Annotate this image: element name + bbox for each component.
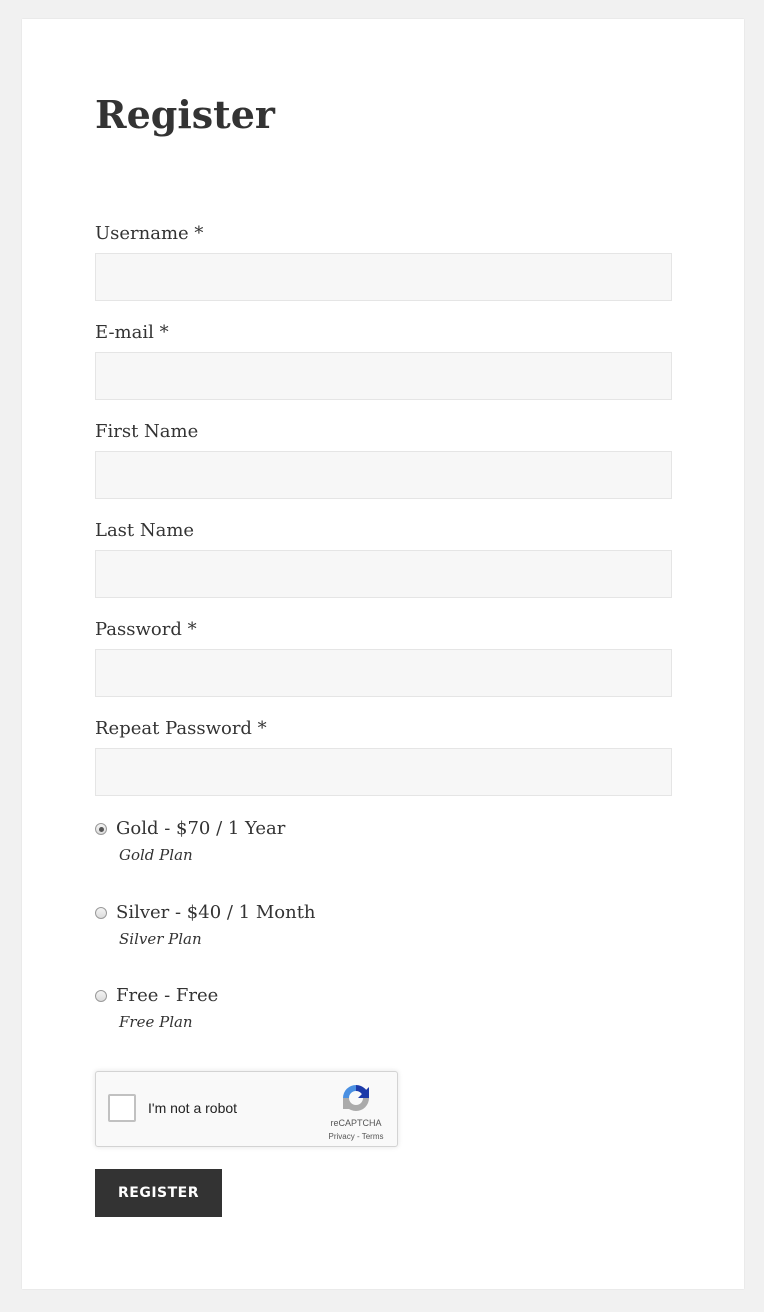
- recaptcha-label: I'm not a robot: [148, 1100, 238, 1116]
- repeat-password-field-group: [95, 717, 672, 796]
- repeat-password-label: Repeat Password *: [95, 718, 267, 739]
- email-label: E-mail *: [95, 322, 169, 343]
- recaptcha-brand: reCAPTCHA: [330, 1118, 382, 1128]
- recaptcha-links: [318, 1132, 394, 1142]
- plan-option-silver: [95, 901, 672, 949]
- recaptcha-link-separator: -: [354, 1132, 362, 1141]
- plan-option-free: [95, 984, 672, 1032]
- plan-free-radio[interactable]: [95, 990, 107, 1002]
- recaptcha-terms-link[interactable]: Terms: [361, 1132, 384, 1141]
- last-name-field-group: [95, 519, 672, 598]
- first-name-field-group: [95, 420, 672, 499]
- email-field-group: [95, 321, 672, 400]
- first-name-input[interactable]: [95, 451, 672, 499]
- email-input[interactable]: [95, 352, 672, 400]
- first-name-label: First Name: [95, 421, 199, 442]
- recaptcha-logo-icon: [339, 1081, 373, 1115]
- password-label: Password *: [95, 619, 197, 640]
- repeat-password-input[interactable]: [95, 748, 672, 796]
- last-name-label: Last Name: [95, 520, 195, 541]
- recaptcha-checkbox[interactable]: [108, 1094, 136, 1122]
- username-label: Username *: [95, 223, 204, 244]
- last-name-input[interactable]: [95, 550, 672, 598]
- register-card: [22, 19, 744, 1289]
- password-field-group: [95, 618, 672, 697]
- plan-gold-label[interactable]: Gold - $70 / 1 Year: [116, 818, 286, 839]
- password-input[interactable]: [95, 649, 672, 697]
- recaptcha-widget: [95, 1071, 398, 1147]
- recaptcha-privacy-link[interactable]: Privacy: [328, 1132, 355, 1141]
- plan-silver-label[interactable]: Silver - $40 / 1 Month: [116, 902, 316, 923]
- plan-gold-description: Gold Plan: [119, 846, 193, 864]
- plan-free-description: Free Plan: [119, 1013, 193, 1031]
- plan-silver-description: Silver Plan: [119, 930, 202, 948]
- plan-silver-radio[interactable]: [95, 907, 107, 919]
- plan-gold-radio[interactable]: [95, 823, 107, 835]
- username-input[interactable]: [95, 253, 672, 301]
- page-title: Register: [95, 92, 275, 137]
- plan-option-gold: [95, 817, 672, 865]
- username-field-group: [95, 222, 672, 301]
- plan-free-label[interactable]: Free - Free: [116, 985, 219, 1006]
- register-button[interactable]: REGISTER: [95, 1169, 222, 1217]
